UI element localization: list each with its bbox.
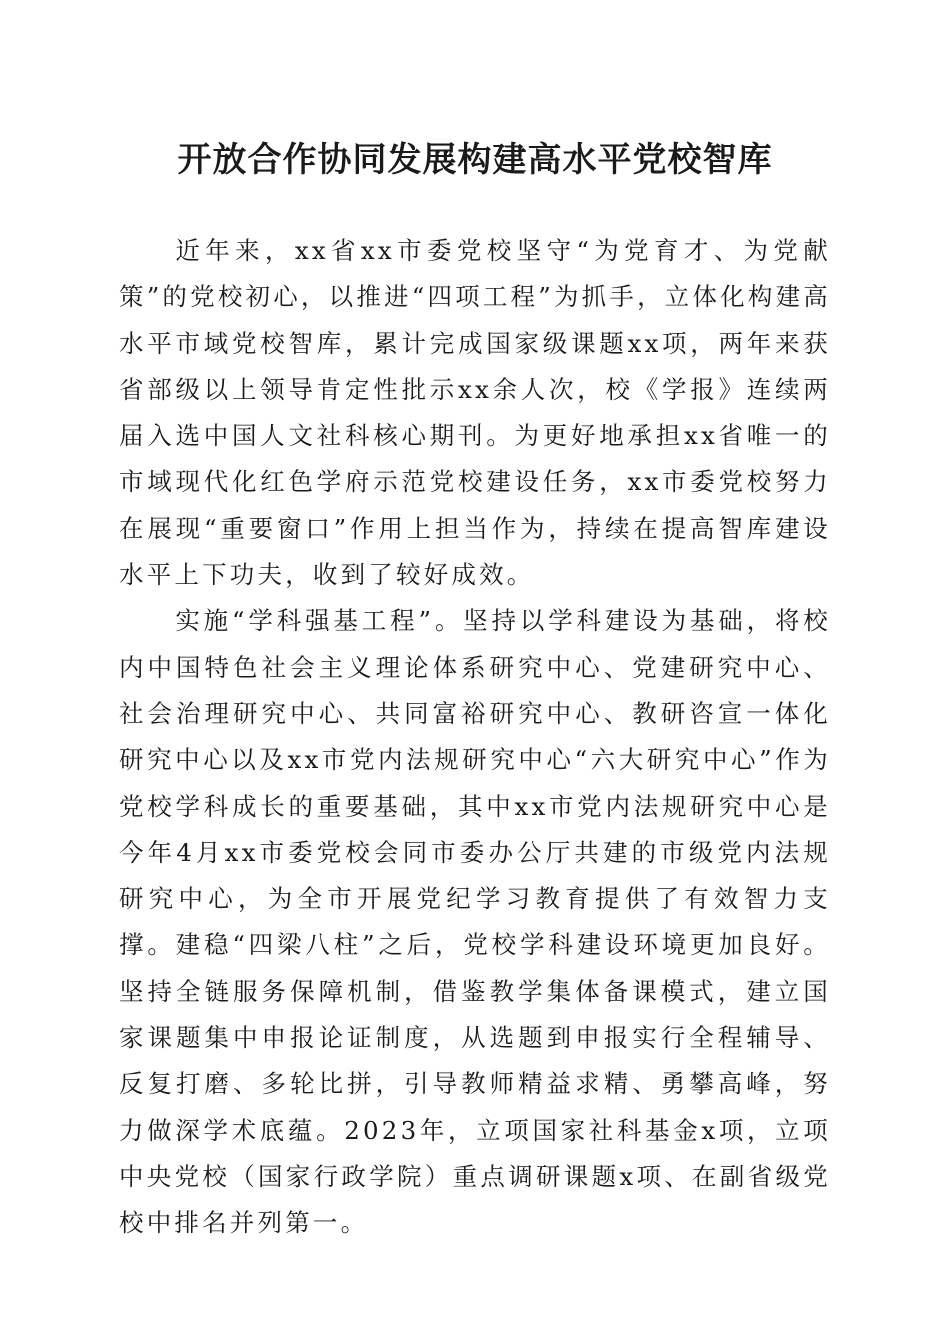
document-body [119, 228, 831, 1247]
document-title: 开放合作协同发展构建高水平党校智库 [177, 140, 773, 180]
paragraph-intro: 近年来，xx省xx市委党校坚守“为党育才、为党献策”的党校初心，以推进“四项工程”为抓手，立体化构建高水平市域党校智库，累计完成国家级课题xx项，两年来获省部级以上领导肯定性批示xx余人次，校《学报》连续两届入选中国人文社科核心期刊。为更好地承担xx省唯一的市域现代化红色学府示范党校建设任务，xx市委党校努力在展现“重要窗口”作用上担当作为，持续在提高智库建设水平上下功夫，收到了较好成效。 [119, 236, 831, 590]
paragraph-discipline-project: 实施“学科强基工程”。坚持以学科建设为基础，将校内中国特色社会主义理论体系研究中心、党建研究中心、社会治理研究中心、共同富裕研究中心、教研咨宣一体化研究中心以及xx市党内法规研究中心“六大研究中心”作为党校学科成长的重要基础，其中xx市党内法规研究中心是今年4月xx市委党校会同市委办公厅共建的市级党内法规研究中心，为全市开展党纪学习教育提供了有效智力支撑。建稳“四梁八柱”之后，党校学科建设环境更加良好。坚持全链服务保障机制，借鉴教学集体备课模式，建立国家课题集中申报论证制度，从选题到申报实行全程辅导、反复打磨、多轮比拼，引导教师精益求精、勇攀高峰，努力做深学术底蕴。2023年，立项国家社科基金x项，立项中央党校（国家行政学院）重点调研课题x项、在副省级党校中排名并列第一。 [119, 606, 831, 1238]
